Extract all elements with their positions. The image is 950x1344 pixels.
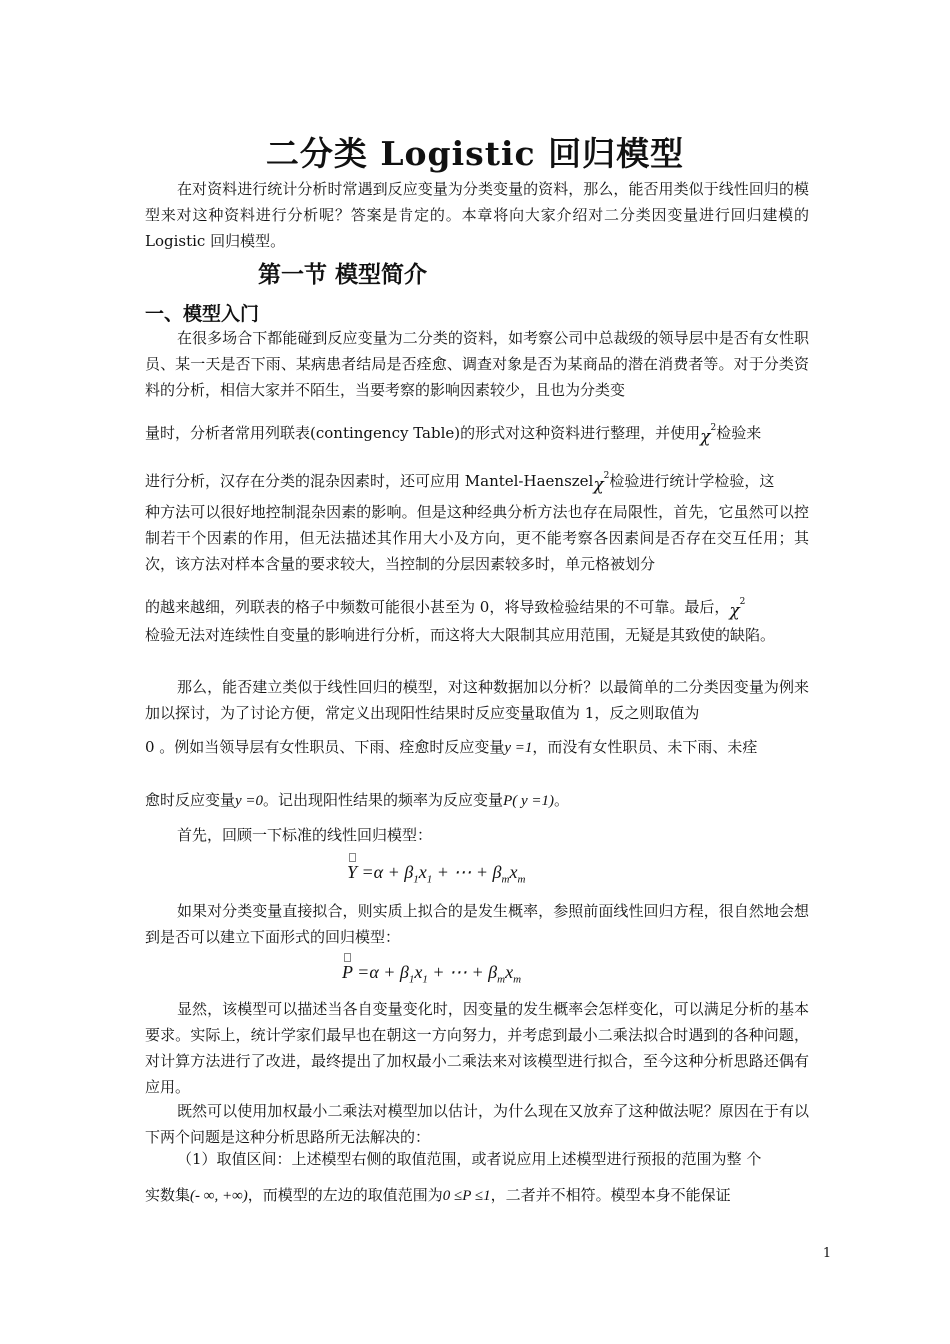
math-p-range: 0 ≤P ≤1 <box>442 1188 491 1204</box>
paragraph-5: 显然，该模型可以描述当各自变量变化时，因变量的发生概率会怎样变化，可以满足分析的基本要求。实际上，统计学家们最早也在朝这一方向努力，并考虑到最小二乘法拟合时遇到的各种问题，对计算方法进行了改进，最终提出了加权最小二乘法来对该模型进行拟合，至今这种分析思路还偶有应用。 <box>145 1000 809 1096</box>
text-run: 进行分析，汉存在分类的混杂因素时，还可应用 Mantel-Haenszel <box>145 472 594 490</box>
chi-square-symbol: $\chi^2$ <box>700 423 717 447</box>
equation-probability-model: $P =\alpha + \beta_1x_1$ + ⋯ + $\beta_mx_m$ <box>342 962 522 986</box>
paragraph-3: 首先，回顾一下标准的线性回归模型： <box>177 826 433 844</box>
paragraph-2-line-3 <box>145 735 809 760</box>
text-run: ，二者并不相符。模型本身不能保证 <box>490 1186 731 1204</box>
text-run: 检验进行统计学检验，这 <box>609 472 775 490</box>
text-run: ，而模型的左边的取值范围为 <box>247 1186 443 1204</box>
paragraph-1-line-4 <box>145 412 809 445</box>
text-run: ，而没有女性职员、未下雨、未痊 <box>532 738 758 756</box>
page-number: 1 <box>822 1246 832 1261</box>
paragraph-1: 在很多场合下都能碰到反应变量为二分类的资料，如考察公司中总裁级的领导层中是否有女性职员、某一天是否下雨、某病患者结局是否痊愈、调查对象是否为某商品的潜在消费者等。对于分类资料的分析，相信大家并不陌生，当要考察的影响因素较少，且也为分类变 <box>145 329 809 399</box>
page-title: 二分类 Logistic 回归模型 <box>265 134 685 173</box>
chi-square-symbol: $\chi^2$ <box>593 471 610 495</box>
paragraph-7-line-2 <box>145 1183 809 1208</box>
text-run: 实数集 <box>145 1186 191 1204</box>
text-run: 检验来 <box>716 424 762 442</box>
paragraph-1-line-9 <box>145 586 809 619</box>
paragraph-1-end: 检验无法对连续性自变量的影响进行分析，而这将大大限制其应用范围，无疑是其致使的缺陷。 <box>145 626 776 644</box>
subsection-heading: 一、模型入门 <box>145 303 260 325</box>
paragraph-7: （1）取值区间：上述模型右侧的取值范围，或者说应用上述模型进行预报的范围为整 个 <box>177 1150 762 1168</box>
text-run: 。记出现阳性结果的频率为反应变量 <box>263 791 504 809</box>
equation-linear-model: $Y =\alpha + \beta_1x_1$ + ⋯ + $\beta_mx_m$ <box>347 862 526 886</box>
math-probability: P( y =1) <box>503 793 554 809</box>
text-run: 的越来越细，列联表的格子中频数可能很小甚至为 0，将导致检验结果的不可靠。最后， <box>145 598 730 616</box>
math-y-equals-0: y =0 <box>235 793 264 809</box>
paragraph-6: 既然可以使用加权最小二乘法对模型加以估计，为什么现在又放弃了这种做法呢？原因在于有以下两个问题是这种分析思路所无法解决的： <box>145 1102 809 1146</box>
paragraph-1-line-5 <box>145 460 809 493</box>
text-run: 0 。例如当领导层有女性职员、下雨、痊愈时反应变量 <box>145 738 505 756</box>
math-y-equals-1: y =1 <box>504 740 533 756</box>
paragraph-1-middle: 种方法可以很好地控制混杂因素的影响。但是这种经典分析方法也存在局限性，首先，它虽然可以控制若干个因素的作用，但无法描述其作用大小及方向，更不能考察各因素间是否存在交互任用；其次，该方法对样本含量的要求较大，当控制的分层因素较多时，单元格被划分 <box>145 503 809 573</box>
paragraph-2: 那么，能否建立类似于线性回归的模型，对这种数据加以分析？以最简单的二分类因变量为例来加以探讨，为了讨论方便，常定义出现阳性结果时反应变量取值为 1，反之则取值为 <box>145 678 809 722</box>
text-run: 愈时反应变量 <box>145 791 236 809</box>
text-run: 量时，分析者常用列联表(contingency Table)的形式对这种资料进行整理，并使用 <box>145 424 701 442</box>
intro-paragraph: 在对资料进行统计分析时常遇到反应变量为分类变量的资料，那么，能否用类似于线性回归的模型来对这种资料进行分析呢？答案是肯定的。本章将向大家介绍对二分类因变量进行回归建模的 Logistic 回归模型。 <box>145 180 809 250</box>
paragraph-2-line-4 <box>145 788 809 813</box>
chi-square-symbol: $\chi^2$ <box>729 597 746 621</box>
paragraph-4: 如果对分类变量直接拟合，则实质上拟合的是发生概率，参照前面线性回归方程，很自然地会想到是否可以建立下面形式的回归模型： <box>145 902 809 946</box>
text-run: 。 <box>554 791 570 809</box>
section-heading: 第一节 模型简介 <box>258 261 428 288</box>
math-real-interval: (- ∞, +∞) <box>190 1188 248 1204</box>
